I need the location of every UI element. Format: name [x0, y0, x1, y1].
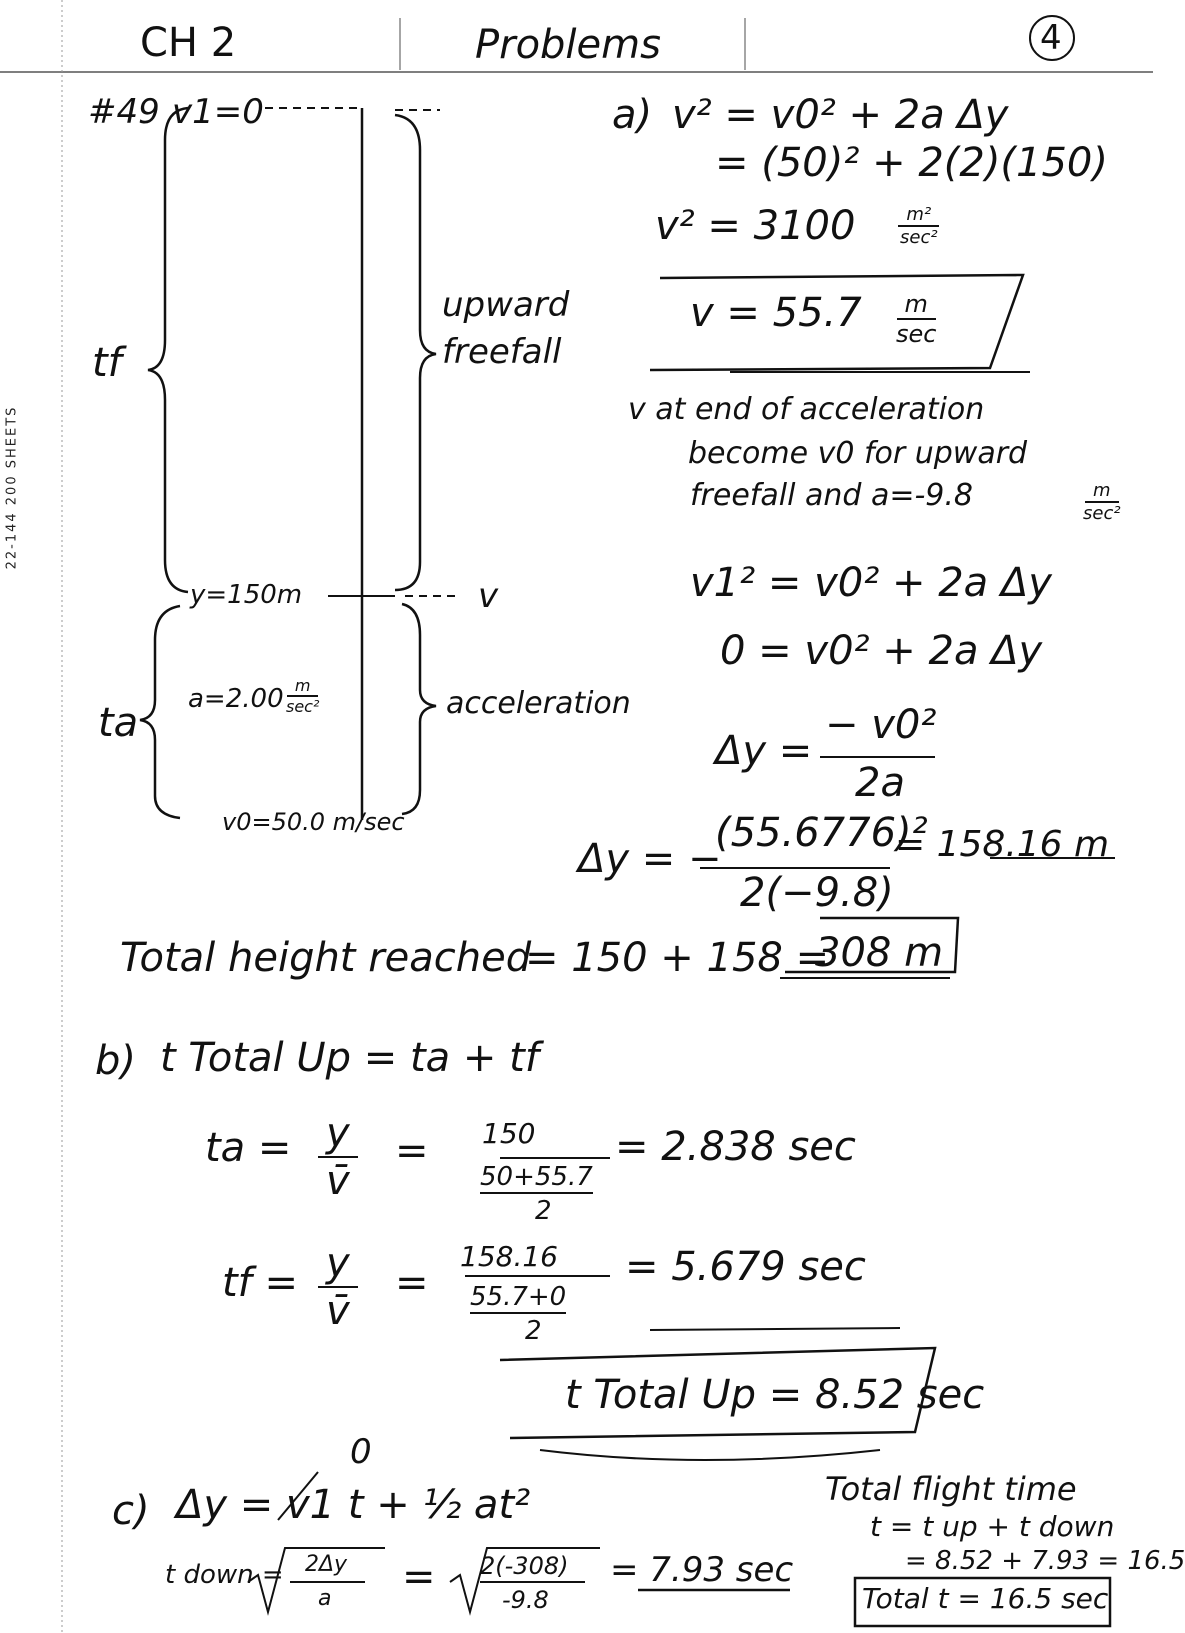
- tf-result: = 5.679 sec: [625, 1244, 866, 1290]
- total-height-eq: = 150 + 158 =: [525, 935, 830, 981]
- t-down-result: = 7.93 sec: [610, 1550, 794, 1590]
- tf-den-2-top: 55.7+0: [470, 1282, 567, 1312]
- chapter-label: CH 2: [140, 20, 237, 66]
- sqrt1-num: 2Δy: [305, 1552, 348, 1577]
- ta-den-2-top: 50+55.7: [480, 1162, 593, 1192]
- part-a-result: v = 55.7: [690, 290, 862, 336]
- freefall-brace: [395, 115, 436, 590]
- tf-label: tf: [92, 340, 122, 386]
- header-title: Problems: [475, 22, 661, 68]
- note-line-1: v at end of acceleration: [628, 392, 985, 427]
- part-a-eq7-num: (55.6776)²: [715, 810, 928, 856]
- tf-num-2: 158.16: [460, 1240, 558, 1273]
- tf-brace: [148, 108, 188, 592]
- part-a-eq7-den: 2(−9.8): [740, 870, 894, 916]
- sqrt-equals: =: [402, 1554, 436, 1600]
- upward-label: upward: [442, 285, 570, 325]
- tf-equals: =: [395, 1260, 429, 1306]
- ta-frac-1: $\frac{y}{v̄}$: [318, 1110, 358, 1204]
- y-label: y=150m: [190, 580, 303, 610]
- part-b-eq1: t Total Up = ta + tf: [160, 1035, 539, 1081]
- part-a-eq7-lhs: Δy = −: [578, 836, 722, 882]
- part-a-eq6-den: 2a: [855, 760, 905, 806]
- ta-label: ta: [98, 700, 139, 746]
- part-a-label: a): [612, 92, 653, 138]
- part-a-eq6-lhs: Δy =: [715, 728, 813, 774]
- a-unit: m sec²: [286, 676, 320, 716]
- flight-title: Total flight time: [825, 1470, 1077, 1508]
- part-a-eq1: v² = v0² + 2a Δy: [672, 92, 1009, 138]
- v0-label: v0=50.0 m/sec: [222, 808, 405, 836]
- sqrt1-den: a: [318, 1586, 332, 1611]
- total-up-result: t Total Up = 8.52 sec: [565, 1372, 985, 1418]
- flight-eq1: t = t up + t down: [870, 1510, 1115, 1543]
- acceleration-brace: [402, 604, 436, 814]
- ta-brace: [140, 606, 180, 818]
- part-a-result-unit: m sec: [896, 290, 937, 348]
- problem-number: #49: [88, 92, 160, 132]
- a-label: a=2.00: [188, 684, 284, 714]
- tf-lhs: tf =: [222, 1260, 298, 1306]
- flight-eq2: = 8.52 + 7.93 = 16.5: [905, 1546, 1185, 1576]
- note-line-2: become v0 for upward: [688, 436, 1028, 471]
- margin-print: 22-144 200 SHEETS: [4, 405, 20, 570]
- total-height-label: Total height reached: [120, 935, 532, 981]
- zero-mark: 0: [350, 1432, 372, 1472]
- part-a-eq4: v1² = v0² + 2a Δy: [690, 560, 1052, 606]
- part-a-eq3: v² = 3100: [655, 203, 856, 249]
- part-b-label: b): [95, 1038, 136, 1084]
- note-unit: m sec²: [1083, 480, 1121, 524]
- flight-result: Total t = 16.5 sec: [862, 1582, 1109, 1615]
- sqrt2-den: -9.8: [502, 1586, 549, 1614]
- part-a-eq7-result: = 158.16 m: [895, 824, 1110, 865]
- ta-equals: =: [395, 1128, 429, 1174]
- total-up-underline: [540, 1450, 880, 1460]
- ta-result: = 2.838 sec: [615, 1124, 856, 1170]
- total-up-overline: [650, 1328, 900, 1330]
- freefall-label: freefall: [442, 332, 562, 372]
- tf-den-2-bot: 2: [525, 1316, 542, 1346]
- ta-den-2-bot: 2: [535, 1196, 552, 1226]
- v-label: v: [478, 576, 499, 616]
- part-a-eq6-num: − v0²: [825, 702, 937, 748]
- acceleration-label: acceleration: [446, 686, 631, 721]
- total-height-result: 308 m: [815, 930, 944, 976]
- ta-lhs: ta =: [205, 1125, 292, 1171]
- tf-frac-1: $\frac{y}{v̄}$: [318, 1240, 358, 1334]
- ta-num-2: 150: [482, 1117, 536, 1150]
- t-down-lhs: t down =: [165, 1560, 284, 1590]
- sqrt2-num: 2(-308): [480, 1552, 569, 1580]
- part-c-label: c): [112, 1488, 150, 1534]
- part-a-eq3-unit: m² sec²: [900, 204, 938, 248]
- part-a-eq2: = (50)² + 2(2)(150): [715, 140, 1108, 186]
- part-c-eq1: Δy = v1 t + ½ at²: [176, 1482, 531, 1528]
- page-number: 4: [1040, 18, 1062, 58]
- note-line-3: freefall and a=-9.8: [690, 478, 973, 513]
- v1-label: v1=0: [172, 92, 264, 132]
- part-a-eq5: 0 = v0² + 2a Δy: [720, 628, 1043, 674]
